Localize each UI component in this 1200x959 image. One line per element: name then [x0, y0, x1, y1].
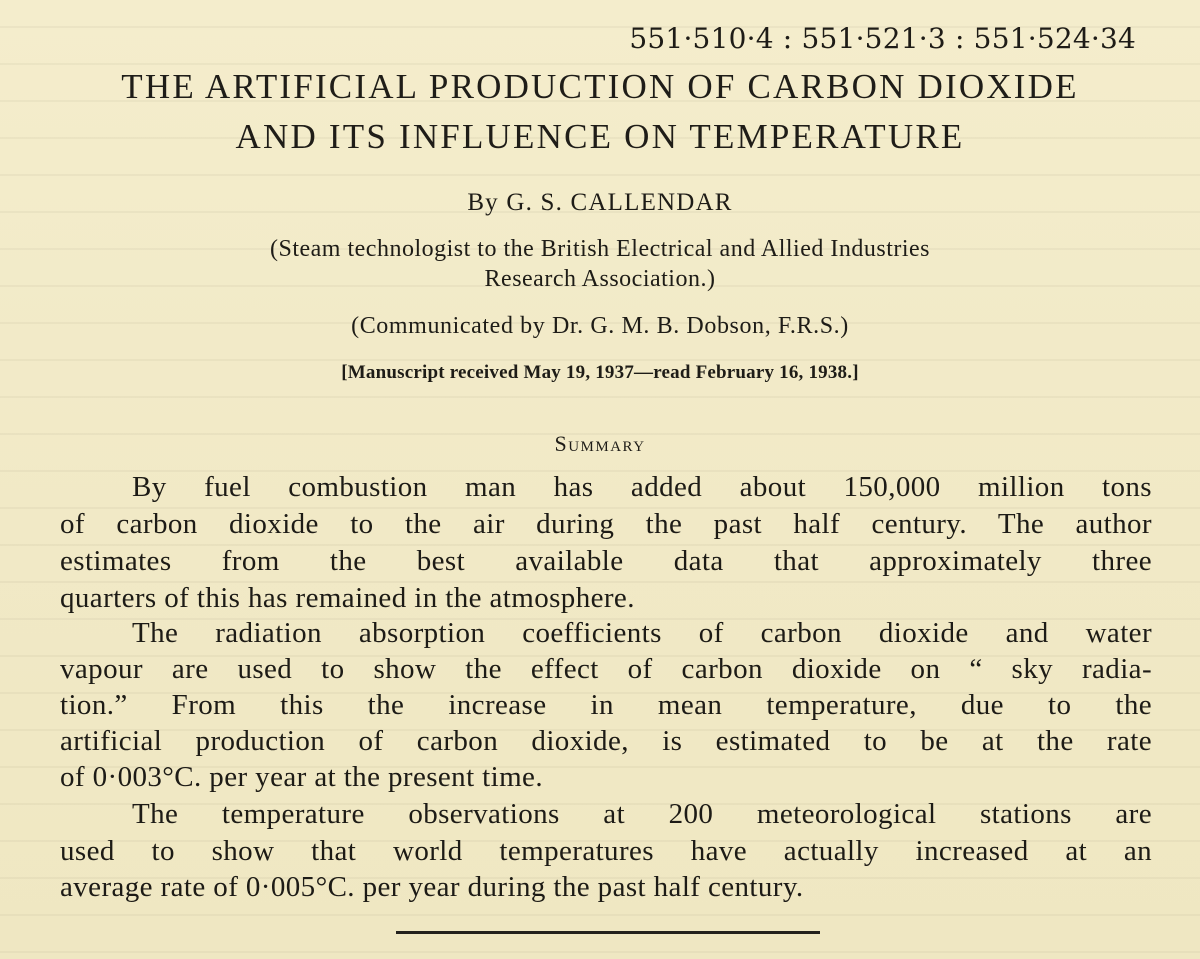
author-affiliation-line-2: Research Association.) — [484, 266, 716, 292]
summary-p2-line-4: artificial production of carbon dioxide, is estimated to be at the rate — [60, 725, 1152, 757]
summary-p2-line-5: of 0·003°C. per year at the present time. — [60, 761, 543, 793]
summary-p1-line-3: estimates from the best available data that approximately three — [60, 545, 1152, 577]
summary-p2-line-2: vapour are used to show the effect of carbon dioxide on “ sky radia- — [60, 653, 1152, 685]
end-rule-divider — [396, 931, 820, 934]
summary-heading: Summary — [554, 431, 646, 456]
summary-p3-line-2: used to show that world temperatures have actually increased at an — [60, 835, 1152, 867]
summary-p1-line-2: of carbon dioxide to the air during the past half century. The author — [60, 508, 1152, 540]
summary-p3-line-3: average rate of 0·005°C. per year during the past half century. — [60, 871, 804, 903]
summary-p3-line-1: The temperature observations at 200 meteorological stations are — [132, 798, 1152, 830]
summary-p1-line-1: By fuel combustion man has added about 150,000 million tons — [132, 471, 1152, 503]
paper-title-line-2: AND ITS INFLUENCE ON TEMPERATURE — [235, 117, 965, 156]
manuscript-dates: [Manuscript received May 19, 1937—read February 16, 1938.] — [341, 362, 859, 383]
udc-classification: 551·510·4 : 551·521·3 : 551·524·34 — [629, 22, 1136, 55]
summary-p1-line-4: quarters of this has remained in the atmosphere. — [60, 582, 635, 614]
communicated-by: (Communicated by Dr. G. M. B. Dobson, F.R.S.) — [351, 313, 849, 339]
author-byline: By G. S. CALLENDAR — [467, 189, 733, 216]
summary-p2-line-1: The radiation absorption coefficients of carbon dioxide and water — [132, 617, 1152, 649]
paper-title-line-1: THE ARTIFICIAL PRODUCTION OF CARBON DIOXIDE — [121, 67, 1079, 106]
summary-p2-line-3: tion.” From this the increase in mean temperature, due to the — [60, 689, 1152, 721]
author-affiliation-line-1: (Steam technologist to the British Electrical and Allied Industries — [269, 236, 931, 262]
